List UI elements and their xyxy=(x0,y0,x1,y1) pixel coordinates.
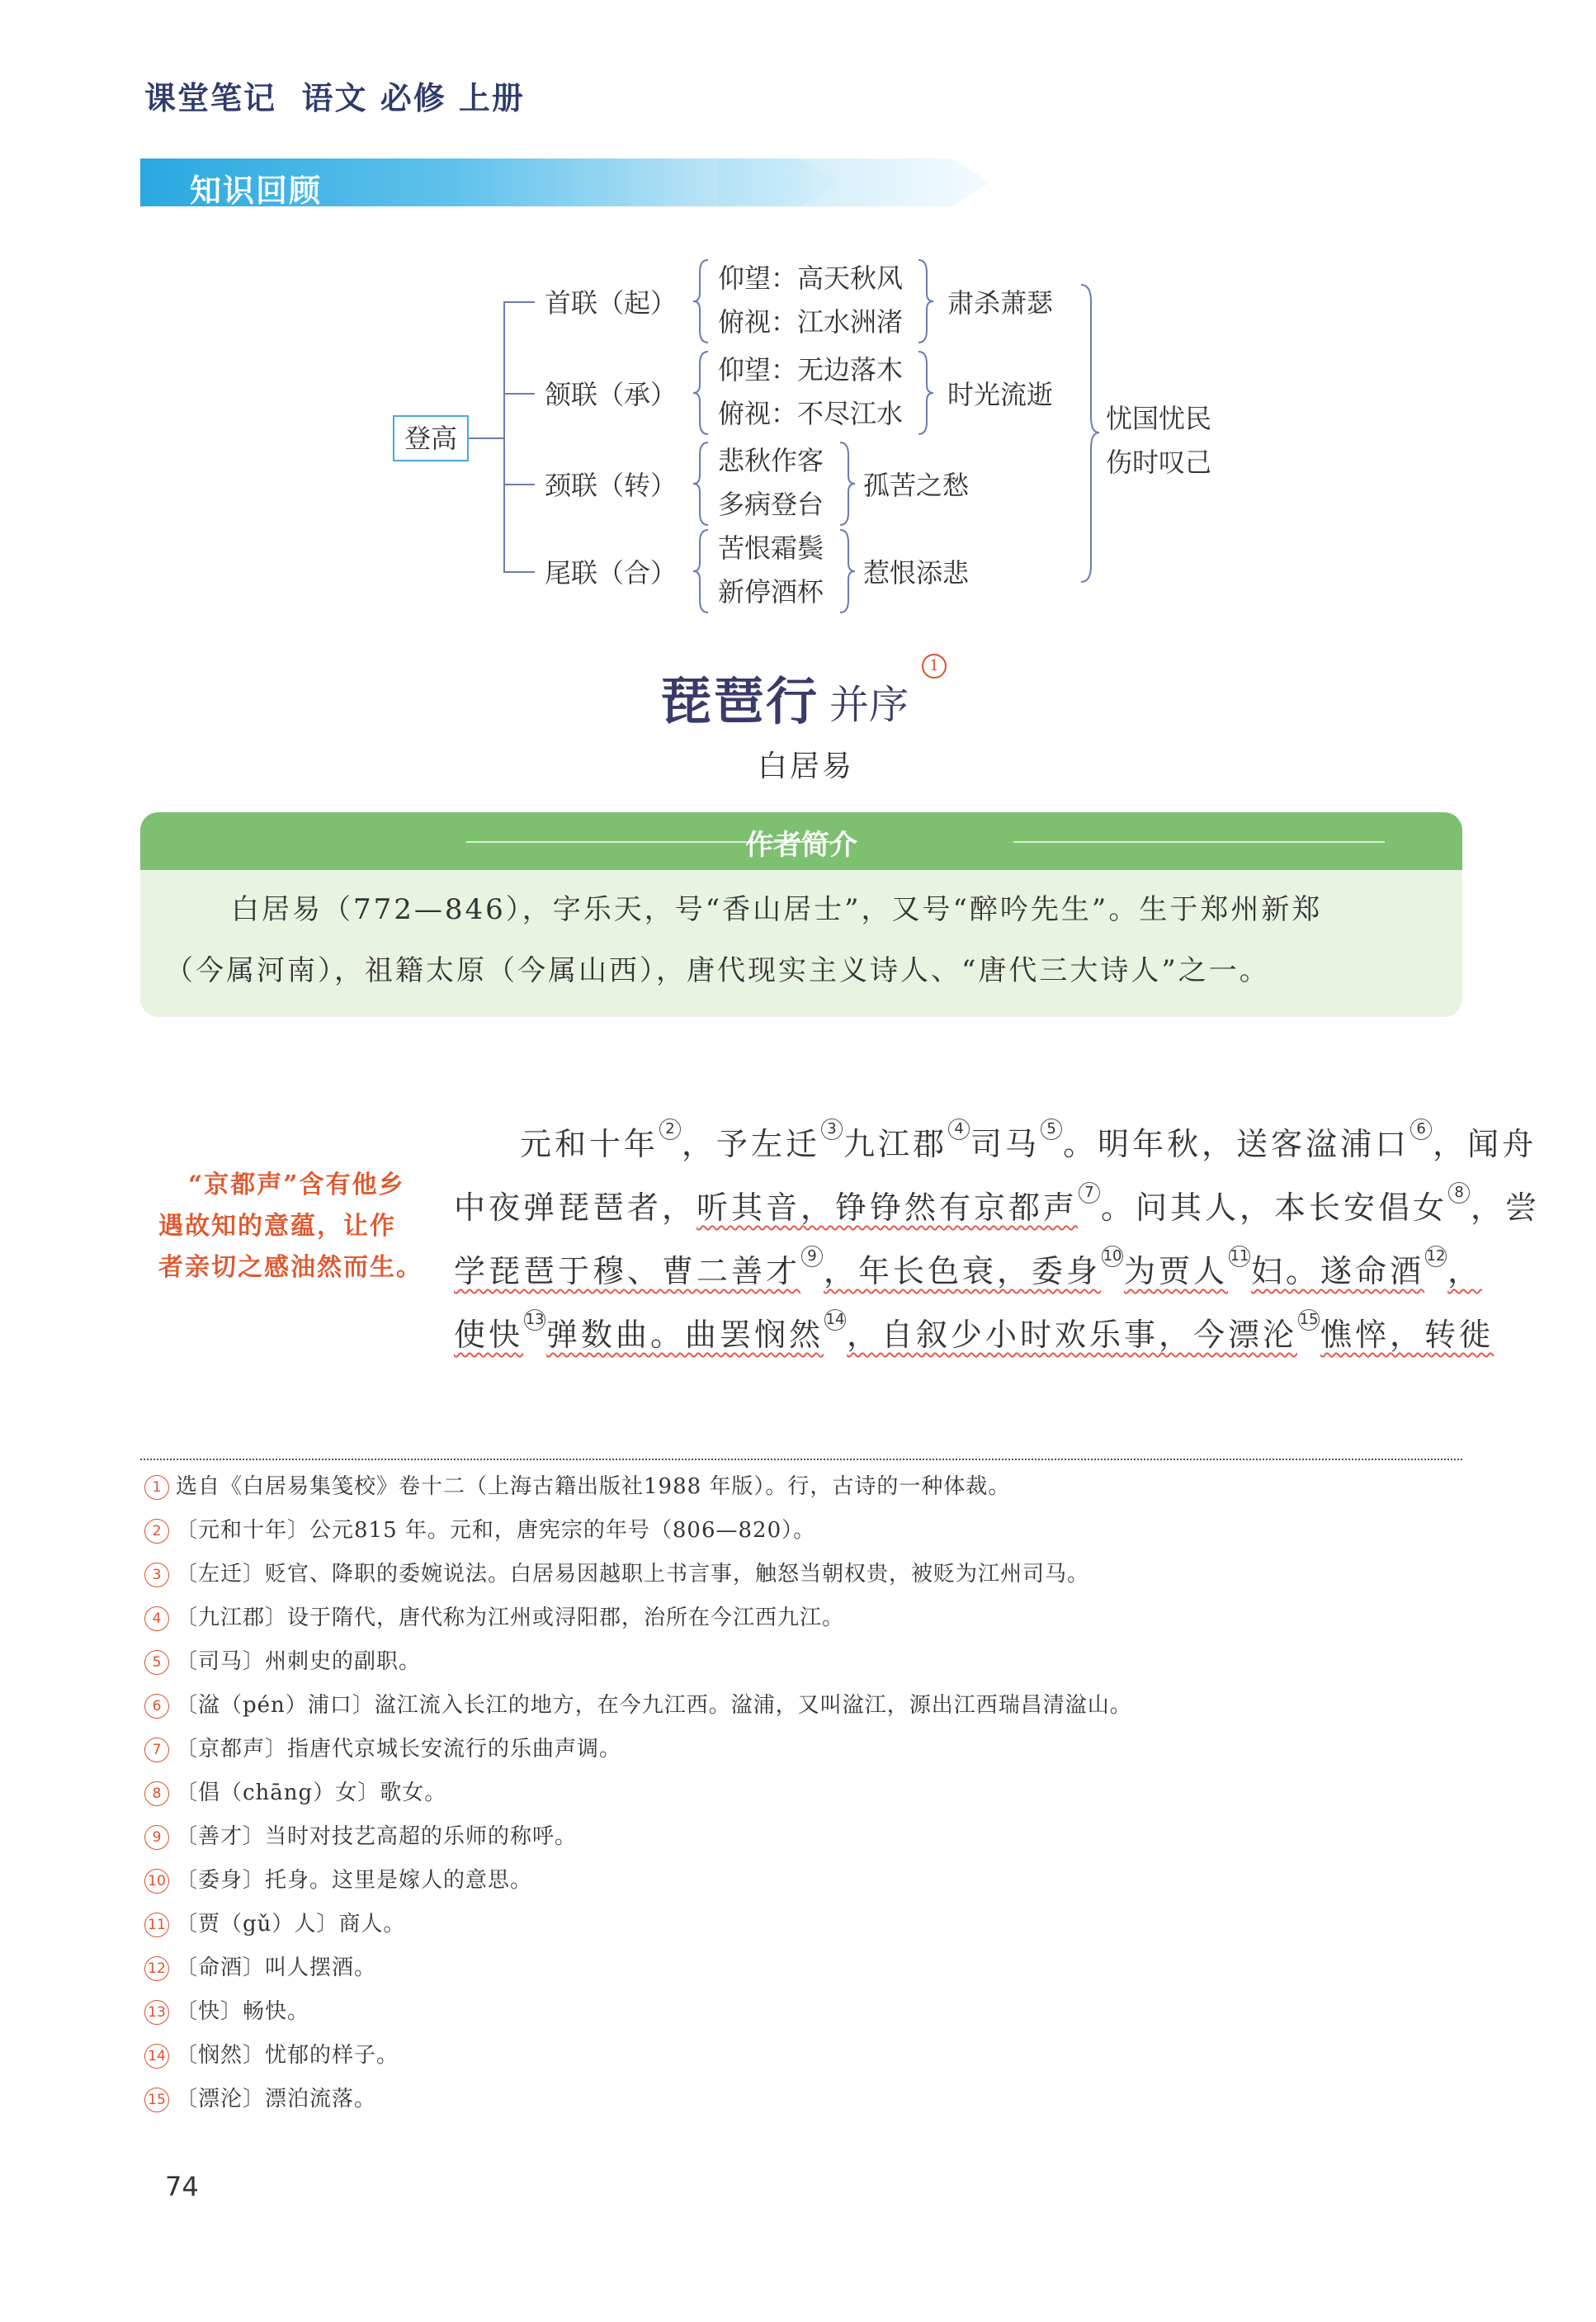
footnote-ref: 13 xyxy=(524,1309,545,1331)
side-note-line-2: 遇故知的意蕴，让作 xyxy=(158,1212,396,1241)
body-line-3: 学琵琶于穆、曹二善才 $^9$ ，年长色衰，委身 $^{10}$为贾人 $^{11}$妇。遂命酒 $^{12}$， xyxy=(454,1247,1483,1289)
footnote-ref: 8 xyxy=(1448,1182,1470,1204)
mindmap-root: 登高 xyxy=(393,415,469,461)
body-line-4: 使快 $^{13}$弹数曲。曲罢悯然 $^{14}$，自叙少小时欢乐事，今漂沦 $^{15}$憔悴，转徙 xyxy=(454,1311,1494,1353)
mindmap-item: 苦恨霜鬓 xyxy=(718,532,824,564)
mindmap-branch-4-label: 尾联（合） xyxy=(545,557,678,589)
mindmap-theme-3: 孤苦之愁 xyxy=(863,470,970,501)
footnote-ref: 6 xyxy=(1410,1118,1432,1140)
mindmap-branch-3-label: 颈联（转） xyxy=(545,470,678,501)
author-intro-header xyxy=(140,812,1462,870)
footnote-ref: 7 xyxy=(1079,1182,1100,1204)
mindmap-theme-1: 肃杀萧瑟 xyxy=(947,287,1054,319)
footnote-ref: 10 xyxy=(1102,1246,1123,1267)
mindmap-item: 俯视：江水洲渚 xyxy=(718,306,904,338)
footnote: 7 〔京都声〕指唐代京城长安流行的乐曲声调。 xyxy=(144,1732,621,1762)
footnote: 15 〔漂沦〕漂泊流落。 xyxy=(144,2082,376,2112)
mindmap-summary-1: 忧国忧民 xyxy=(1106,403,1212,434)
title-footnote-marker: 1 xyxy=(922,654,947,679)
footnote: 8 〔倡（chāng）女〕歌女。 xyxy=(144,1776,446,1806)
footnote: 4 〔九江郡〕设于隋代，唐代称为江州或浔阳郡，治所在今江西九江。 xyxy=(144,1601,844,1631)
mindmap-item: 悲秋作客 xyxy=(718,445,824,476)
footnote: 3 〔左迁〕贬官、降职的委婉说法。白居易因越职上书言事，触怒当朝权贵，被贬为江州司马。 xyxy=(144,1557,1089,1587)
footnote-ref: 14 xyxy=(824,1309,846,1331)
mindmap-item: 俯视：不尽江水 xyxy=(718,398,904,429)
poem-author: 白居易 xyxy=(758,750,855,783)
footnote: 5 〔司马〕州刺史的副职。 xyxy=(144,1644,421,1675)
author-intro-label: 作者简介 xyxy=(745,829,857,862)
footnote-ref: 2 xyxy=(659,1118,681,1140)
body-line-2: 中夜弹琵琶者，听其音，铮铮然有京都声 $^7$ 。问其人，本长安倡女 $^8$ ，尝 xyxy=(454,1184,1541,1226)
footnote: 9 〔善才〕当时对技艺高超的乐师的称呼。 xyxy=(144,1819,577,1850)
footnote: 1 选自《白居易集笺校》卷十二（上海古籍出版社1988 年版）。行，古诗的一种体裁。 xyxy=(144,1469,1010,1500)
mindmap-summary-2: 伤时叹己 xyxy=(1106,447,1212,478)
mindmap-item: 新停酒杯 xyxy=(718,576,824,608)
mindmap-item: 多病登台 xyxy=(718,489,824,520)
mindmap-item: 仰望：高天秋风 xyxy=(718,262,904,294)
poem-title-suffix: 并序 xyxy=(829,682,909,728)
footnote-divider xyxy=(140,1459,1462,1460)
mindmap-branch-1-label: 首联（起） xyxy=(545,287,678,319)
mindmap-theme-2: 时光流逝 xyxy=(947,379,1054,410)
footnote: 13 〔快〕畅快。 xyxy=(144,1994,309,2025)
mindmap-theme-4: 惹恨添悲 xyxy=(863,557,970,589)
footnote-ref: 11 xyxy=(1229,1246,1250,1267)
page-number: 74 xyxy=(165,2171,199,2202)
footnote-ref: 4 xyxy=(948,1118,970,1140)
footnote: 12 〔命酒〕叫人摆酒。 xyxy=(144,1951,376,1981)
footnote: 6 〔湓（pén）浦口〕湓江流入长江的地方，在今九江西。湓浦，又叫湓江，源出江西瑞昌清湓山。 xyxy=(144,1688,1132,1719)
review-label: 知识回顾 xyxy=(190,173,323,209)
author-intro-line-1: 白居易（772—846），字乐天，号“香山居士”，又号“醉吟先生”。生于郑州新郑 xyxy=(231,893,1323,926)
footnote: 14 〔悯然〕忧郁的样子。 xyxy=(144,2038,399,2069)
footnote-ref: 3 xyxy=(821,1118,843,1140)
footnote-ref: 5 xyxy=(1041,1118,1062,1140)
side-note-line-3: 者亲切之感油然而生。 xyxy=(158,1253,423,1282)
body-line-1: 元和十年 $^2$ ，予左迁 $^3$ 九江郡 $^4$ 司马 $^5$ 。明年秋，送客湓浦口 $^6$ ，闻舟 xyxy=(520,1120,1537,1162)
poem-title: 琵琶行 xyxy=(660,671,819,731)
footnote-ref: 9 xyxy=(801,1246,823,1267)
footnote-ref: 15 xyxy=(1298,1309,1320,1331)
author-intro-line-2: （今属河南），祖籍太原（今属山西），唐代现实主义诗人、“唐代三大诗人”之一。 xyxy=(165,954,1270,987)
mindmap-branch-2-label: 颔联（承） xyxy=(545,379,678,410)
header-title: 课堂笔记 语文 必修 上册 xyxy=(144,80,525,116)
footnote-ref: 12 xyxy=(1425,1246,1447,1267)
footnote: 10 〔委身〕托身。这里是嫁人的意思。 xyxy=(144,1863,532,1894)
footnote: 2 〔元和十年〕公元815 年。元和，唐宪宗的年号（806—820）。 xyxy=(144,1513,815,1544)
author-intro-box xyxy=(140,812,1462,1017)
side-note-line-1: “京都声”含有他乡 xyxy=(188,1170,405,1199)
footnote: 11 〔贾（gǔ）人〕商人。 xyxy=(144,1907,405,1937)
mindmap-item: 仰望：无边落木 xyxy=(718,354,904,385)
